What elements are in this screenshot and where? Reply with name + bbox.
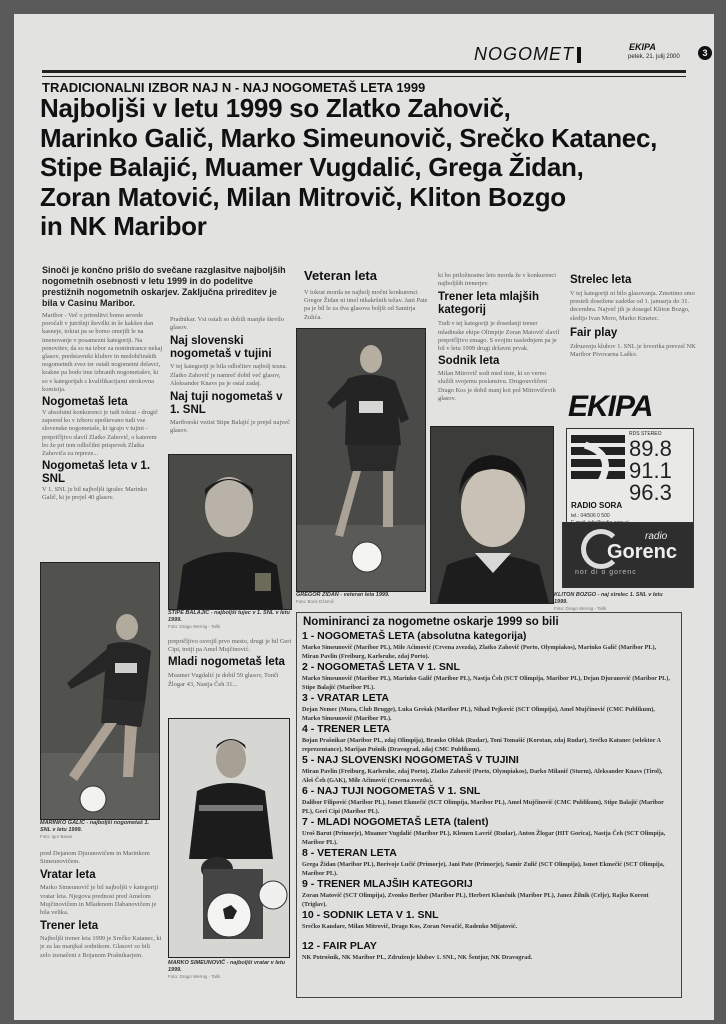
caption-bozgo [554,592,664,611]
footballer-icon [41,563,159,819]
nominee-names: Srečko Kandare, Milan Mitrovič, Drago Kos, Zoran Novačič, Radenko Mijatović. [302,923,518,930]
headline-line: Marinko Galič, Marko Simeunovič, Srečko Katanec, [40,122,658,153]
caption-text: GREGOR ŽIDAN - veteran leta 1999. [296,592,390,598]
nominee-category: 9 - TRENER MLAJŠIH KATEGORIJ [302,878,473,890]
portrait-icon [169,455,291,609]
frequency: 91.1 [629,458,672,483]
radio-sora-logo-icon [571,435,625,499]
photo-credit: Foto: Drago Wernig - Tašk [168,624,221,629]
col1-subhead: Vratar leta [40,869,96,882]
caption-text: KLITON BOZGO - naj strelec 1. SNL v letu 1999. [554,592,663,605]
col3-subhead: Veteran leta [304,268,377,283]
nominee-category: 4 - TRENER LETA [302,723,390,735]
headline-line: Najboljši v letu 1999 so Zlatko Zahovič, [40,93,511,123]
col2-subhead: Mladi nogometaš leta [168,656,285,669]
kicker: TRADICIONALNI IZBOR NAJ N - NAJ NOGOMETAŠ LETA 1999 [42,80,426,95]
nominee-category: 12 - FAIR PLAY [302,940,377,952]
nominee-names: Uroš Barut (Primorje), Muamer Vugdalić (Maribor PL), Klemen Lavrič (Rudar), Anton Žlogar (HIT Gorica), Nastja Čeh (SCT Olimpija, Maribor PL). [302,830,666,846]
photo-balajic [168,454,292,610]
nominee-names: Dejan Nemec (Mura, Club Brugge), Luka Grešak (Maribor PL), Nihad Pejković (SCT Olimpija), Amel Mujčinović (CMC Publikum), Marko Simeunovič (Maribor PL). [302,706,655,722]
column-5 [570,274,698,392]
nominee-category: 3 - VRATAR LETA [302,692,389,704]
nominee-names: NK Potrošnik, NK Maribor PL, Združenje klubov 1. SNL, NK Šentjur, NK Dravograd. [302,954,533,961]
caption-text: MARKO SIMEUNOVIČ - najboljši vratar v letu 1999. [168,960,286,973]
section-bar [577,47,581,63]
col2-paragraph: V tej kategoriji je bila odločitev najbolj tesna. Zlatko Zahovič je namreč dobil več glasov, Aleksander Knavs pa je ostal zadaj. [170,363,288,387]
col2-paragraph: Mariborski vezist Stipe Balajić je prejel največ glasov. [170,419,290,435]
radio-sora-ad [566,428,694,530]
section-title: NOGOMET [474,44,574,64]
goalkeeper-icon [169,719,289,957]
col2-subhead: Naj tuji nogometaš v 1. SNL [170,391,283,417]
column-2-lower [168,638,294,730]
frequency: 96.3 [629,480,672,505]
photo-credit: Foto: Igor Bauer [40,834,73,839]
nominee-names: Dalibor Filipović (Maribor PL), Ismet Ekmečić (SCT Olimpija, Maribor PL), Amel Mujčinović (CMC Publikum), Stipe Balajić (Maribor PL), Geri Cipi (Maribor PL). [302,799,664,815]
nominee-names: Marko Simeunovič (Maribor PL), Mile Aćimović (Crvena zvezda), Zlatko Zahovič (Porto, Olympiakos), Marinko Galič (Maribor PL), Miran Pavlin (Freiburg, Karlsruhe, zdaj Porto). [302,644,657,660]
nominee-names: Marko Simeunovič (Maribor PL), Marinko Galič (Maribor PL), Nastja Čeh (SCT Olimpija, Maribor PL), Dejan Djuranović (Maribor PL), Stipe Balajić (Maribor PL). [302,675,670,691]
radio-gorenc-ad [562,522,694,588]
nominees-title: Nominiranci za nogometne oskarje 1999 so bili [303,616,559,628]
frequency: 89.8 [629,436,672,461]
caption-zidan [296,592,424,604]
col1-subhead: Trener leta [40,920,99,933]
portrait-icon [431,427,553,603]
issue-date: petek, 21. julij 2000 [628,54,680,60]
col4-paragraph: Tudi v tej kategoriji je dosedanji trener mladinske ekipe Olimpije Zoran Matovič slavil prepričljivo zmago. S svojim naslednjem pa je bil v letu 1999 drugi državni prvak. [438,320,560,353]
photo-simeunovic [168,718,290,958]
photo-credit: Foto: Drago Wernig - Tašk [168,974,221,979]
footballer-icon [297,329,425,591]
gorenc-name: Gorenc [607,541,678,563]
masthead: EKIPA [629,42,656,52]
nominee-names: Bojan Prašnikar (Maribor PL, zdaj Olimpija), Branko Oblak (Rudar), Toni Tomašić (Korotan, zdaj Rudar), Srečko Katanec (selektor A reprezentance), Marijan Pušnik (Dravograd, zdaj CMC Publikum). [302,737,661,753]
caption-balajic [168,610,292,629]
gorenc-tagline: nor di o gorenc [575,569,637,576]
caption-text: STIPE BALAJIĆ - najboljši tujec v 1. SNL v letu 1999. [168,610,290,623]
col4-subhead: Trener leta mlajših kategorij [438,291,539,317]
col1-paragraph: Marko Simeunovič je bil najboljši v kategoriji vratar leta. Njegova prednost pred Amelom Mujčinovičem in Mladenom Dabanovičem je bila velika. [40,884,159,917]
col4-subhead: Sodnik leta [438,355,500,368]
column-1 [42,312,164,552]
col1-paragraph: Maribor - Več o prireditvi bomo sevede poročali v jutrišnji številki in še kakšen dan kasneje, tokrat pa se bomo omejili le na imenovanje v posamezni kategoriji. Na ponovitev, da so na izbor za nominirance nekaj glasov, predstavniki klubov in medobčinskih nogometnih zvez ter ostali nogometni delavci, krakne pa bodo ime izbranih nogometašev, ki so v kategorijah s kvalifikacijami strokovna komisija. [42,312,163,393]
col2-paragraph: Pradnikar. Vsi ostali so dobili manjše število glasov. [170,316,285,332]
newspaper-page [14,14,714,1020]
rds-label: RDS STEREO [629,431,662,437]
col4-paragraph: Milan Mitrovič sodi med tiste, ki so verno služili svojemu poslanstvu. Drugouvrščeni Drago Kos je dobil manj kot pol Mitrovičevih glasov. [438,370,556,402]
photo-credit: Foto: Boris Džamič [296,599,335,604]
column-4 [438,272,562,422]
page-number: 3 [698,46,712,60]
header-rule-top [42,70,686,73]
photo-zidan [296,328,426,592]
col1-paragraph: Najboljši trener leta 1999 je Srečko Katanec, ki je za las manjkal sodnikom. Glasovi so bili zelo izenačeni z Bojanom Prašnikarjem. [40,935,162,959]
radio-name: RADIO SORA [571,501,623,510]
col2-subhead: Naj slovenski nogometaš v tujini [170,335,272,361]
col1-subhead: Nogometaš leta [42,396,128,409]
nominee-category: 6 - NAJ TUJI NOGOMETAŠ V 1. SNL [302,785,481,797]
nominee-category: 1 - NOGOMETAŠ LETA (absolutna kategorija) [302,630,527,642]
nominee-names: Zoran Matovič (SCT Olimpija), Zvonko Berber (Maribor PL), Herbert Klančnik (Maribor PL), Janez Žilnik (Celje), Rajko Korent (Triglav). [302,892,649,908]
photo-credit: Foto: Drago Wernig - Tašk [554,606,607,611]
column-3 [304,268,428,322]
gorenc-radio-label: radio [645,531,668,542]
nominee-category: 7 - MLADI NOGOMETAŠ LETA (talent) [302,816,489,828]
headline-line: Zoran Matović, Milan Mitrovič, Kliton Bozgo [40,181,566,212]
col5-subhead: Fair play [570,326,618,339]
caption-galic [40,820,160,839]
nominee-category: 2 - NOGOMETAŠ LETA V 1. SNL [302,661,460,673]
headline-line: Stipe Balajić, Muamer Vugdalić, Grega Židan, [40,152,584,182]
nominee-names: Miran Pavlin (Freiburg, Karlsruhe, zdaj Porto), Zlatko Zahovič (Porto, Olympiakos), Darko Milanič (Sturm), Aleksander Knavs (Tirol), Aleš Čeh (GAK), Mile Aćimović (Crvena zvezda). [302,768,663,784]
photo-galic [40,562,160,820]
col1-paragraph: V 1. SNL je bil najboljši igralec Marinko Galič, ki je prejel 40 glasov. [42,486,148,502]
ekipa-logo: EKIPA [568,390,653,423]
col5-paragraph: V tej kategoriji ni bilo glasovanja. Zmotimo smo presteli dosežene zadetke od 1. januarja do 31. decembra. Največ jih je dosegel Kliton Bozgo, sledijo Ivan Moro, Marko Kmetec. [570,290,695,322]
nominee-names: Grega Židan (Maribor PL), Borivoje Lučić (Primorje), Jani Pate (Primorje), Samir Zulič (SCT Olimpija), Ismet Ekmečić (SCT Olimpija, Maribor PL). [302,861,665,877]
col2-paragraph: prepričljivo osvojil prvo mesto, drugi je bil Geri Cipi, tretji pa Amel Mujčinović. [168,638,292,654]
lead-paragraph: Sinoči je končno prišlo do svečane razglasitve najboljših nogometnih osebnosti v letu 1999 in do podelitve prestižnih nogometnih oskarjev. Zaključna prireditev je bila v Casinu Maribor. [42,265,286,308]
radio-tel: tel.: 04/506 0 500 [571,513,610,519]
col3-paragraph: V tokrat morda ne najbolj močni konkurenci Gregor Židan ni imel nikakršnih težav. Jani Pate pa je bil le za dva glasova boljši od Samirja Zulića. [304,289,428,321]
headline-line: in NK Maribor [40,211,207,241]
nominee-category: 5 - NAJ SLOVENSKI NOGOMETAŠ V TUJINI [302,754,519,766]
caption-text: MARINKO GALIČ - najboljši nogometaš 1. SNL v letu 1999. [40,820,150,833]
col4-paragraph: ki bo priložnostno leto morda že v konkurenci najboljših trenerjev. [438,272,557,288]
col2-paragraph: Muamer Vugdalić je dobil 59 glasov, Tonči Žlogar 43, Nastja Čeh 31... [168,672,279,688]
header-rule-bottom [42,76,686,77]
column-1-lower [40,850,162,1020]
headline [40,94,700,242]
nominee-category: 8 - VETERAN LETA [302,847,397,859]
col5-subhead: Strelec leta [570,274,632,286]
col1-subhead: Nogometaš leta v 1. SNL [42,460,151,486]
col1-paragraph: pred Dejanom Djuranovičem in Marinkom Simeunovičem. [40,850,150,866]
col1-paragraph: V absolutni konkurenci je tudi tokrat - drugič zapored ko v izboru upoštevano tudi vse slovenske nogometaše, ki igrajo v tujini - prepričljivo slavil Zlatko Zahovič, o katerem bo že pri tem odločilni prispevek Zlatka Zahoviča za repreze... [42,409,158,458]
caption-simeunovic [168,960,292,979]
nominee-category: 10 - SODNIK LETA V 1. SNL [302,909,439,921]
photo-bozgo [430,426,554,604]
col5-paragraph: Zdruzenju klubov 1. SNL je lovorika prevzel NK Maribor Pivovarna Laško. [570,342,696,359]
column-2 [170,316,294,452]
